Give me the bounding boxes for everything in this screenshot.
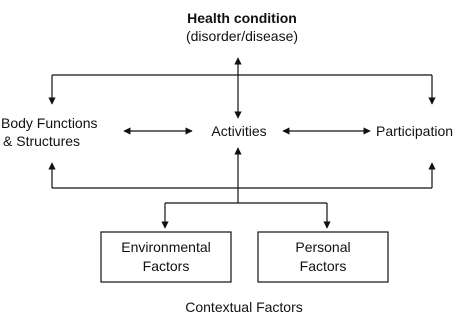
environmental-factors-label	[101, 238, 231, 276]
body-structures-label: & Structures	[3, 133, 81, 149]
environmental-line2: Factors	[142, 258, 190, 274]
participation-label: Participation	[376, 123, 454, 139]
environmental-line1: Environmental	[121, 239, 211, 255]
personal-factors-label	[258, 238, 388, 276]
body-functions-label: Body Functions	[1, 115, 98, 131]
personal-line1: Personal	[295, 239, 351, 255]
activities-label: Activities	[211, 123, 267, 139]
health-condition-title: Health condition	[187, 10, 297, 26]
contextual-factors-caption: Contextual Factors	[185, 299, 303, 315]
health-condition-subtitle: (disorder/disease)	[185, 28, 299, 44]
personal-line2: Factors	[299, 258, 347, 274]
